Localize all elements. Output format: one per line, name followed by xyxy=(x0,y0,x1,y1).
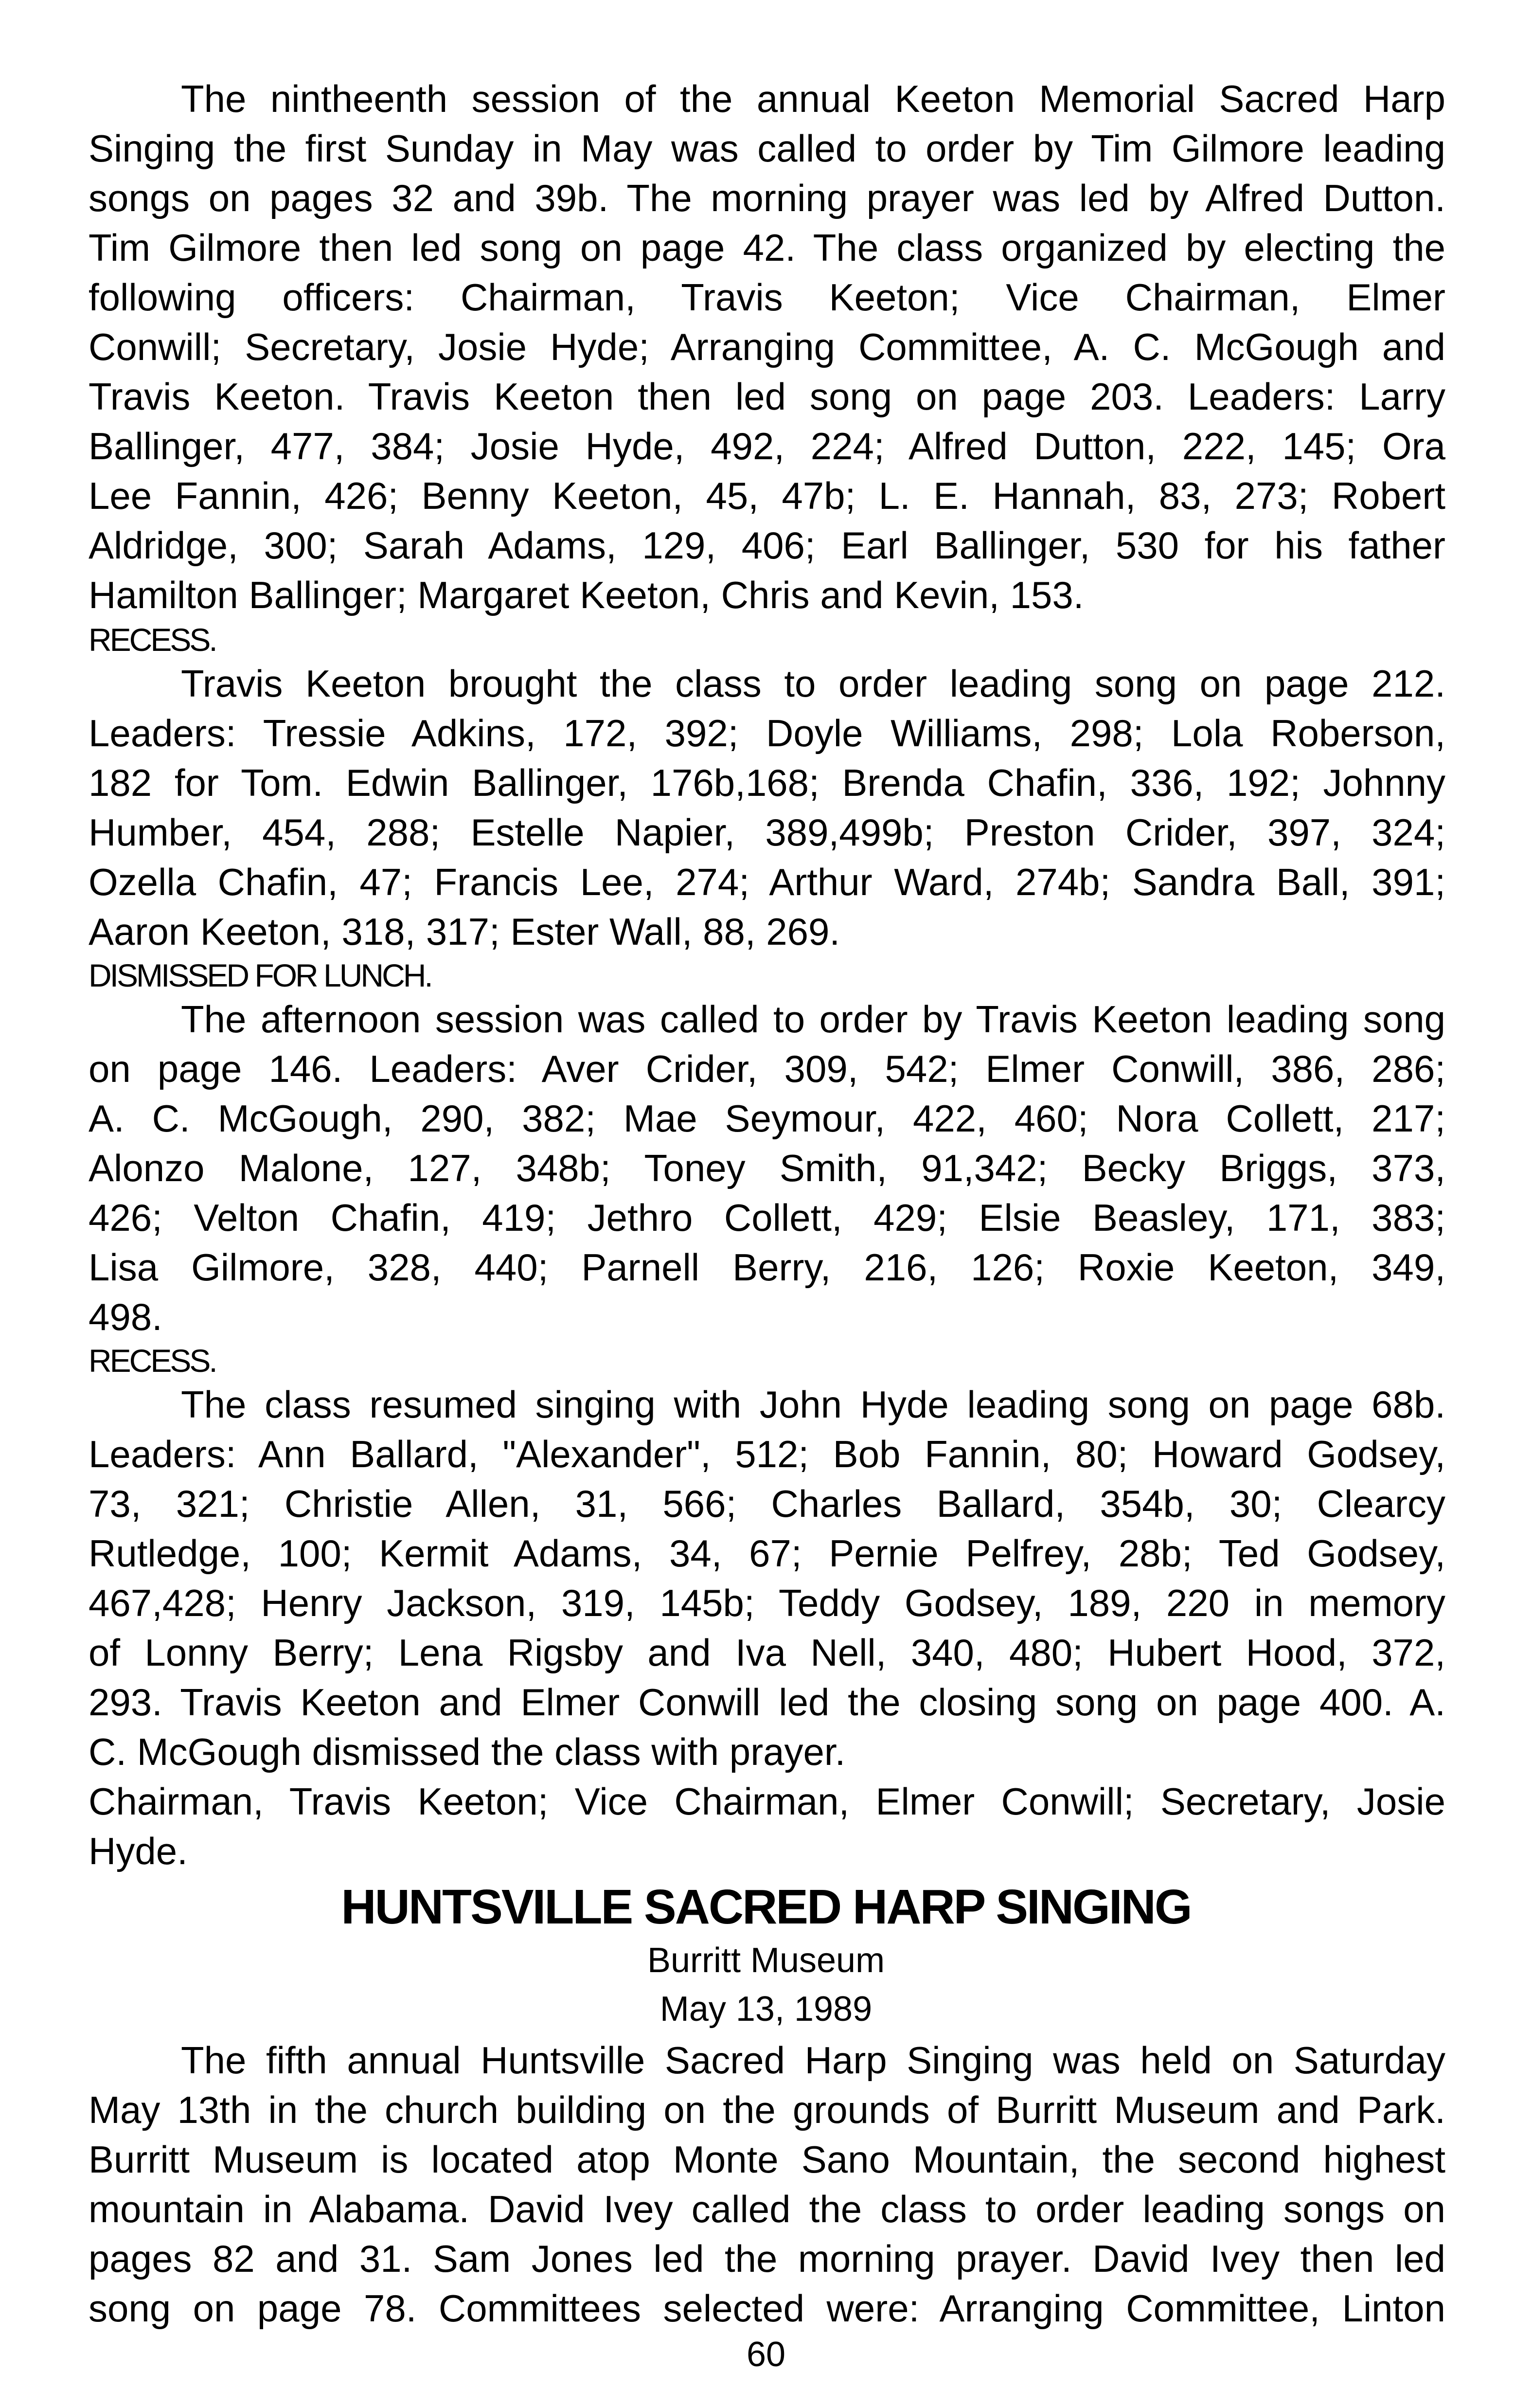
section-heading: HUNTSVILLE SACRED HARP SINGING xyxy=(341,1880,1191,1934)
huntsville-line: Burritt Museum is located atop Monte Sano Mountain, the second highest xyxy=(89,2138,1445,2181)
keeton-line: C. McGough dismissed the class with prayer. xyxy=(89,1730,846,1773)
huntsville-line: pages 82 and 31. Sam Jones led the morning prayer. David Ivey then led xyxy=(89,2237,1445,2280)
keeton-line: 426; Velton Chafin, 419; Jethro Collett, 429; Elsie Beasley, 171, 383; xyxy=(89,1196,1445,1239)
keeton-line: Aldridge, 300; Sarah Adams, 129, 406; Earl Ballinger, 530 for his father xyxy=(89,524,1445,567)
huntsville-line: mountain in Alabama. David Ivey called the class to order leading songs on xyxy=(89,2188,1445,2230)
dismissed-label: DISMISSED FOR LUNCH. xyxy=(89,957,431,993)
keeton-line: Travis Keeton. Travis Keeton then led song on page 203. Leaders: Larry xyxy=(89,375,1445,418)
keeton-line: 467,428; Henry Jackson, 319, 145b; Teddy Godsey, 189, 220 in memory xyxy=(89,1581,1445,1624)
keeton-line: Singing the first Sunday in May was called to order by Tim Gilmore leading xyxy=(89,127,1445,170)
keeton-line: Hamilton Ballinger; Margaret Keeton, Chris and Kevin, 153. xyxy=(89,574,1084,616)
keeton-line: 73, 321; Christie Allen, 31, 566; Charles Ballard, 354b, 30; Clearcy xyxy=(89,1482,1445,1525)
keeton-line: songs on pages 32 and 39b. The morning prayer was led by Alfred Dutton. xyxy=(89,177,1445,219)
keeton-line: Travis Keeton brought the class to order leading song on page 212. xyxy=(181,662,1445,705)
keeton-line: Tim Gilmore then led song on page 42. The class organized by electing the xyxy=(89,226,1445,269)
recess-label: RECESS. xyxy=(89,1343,216,1379)
page-number: 60 xyxy=(746,2335,786,2374)
keeton-line: Humber, 454, 288; Estelle Napier, 389,499b; Preston Crider, 397, 324; xyxy=(89,811,1445,854)
keeton-line: Leaders: Tressie Adkins, 172, 392; Doyle Williams, 298; Lola Roberson, xyxy=(89,712,1445,755)
huntsville-line: song on page 78. Committees selected were: Arranging Committee, Linton xyxy=(89,2287,1445,2330)
keeton-line: Ozella Chafin, 47; Francis Lee, 274; Arthur Ward, 274b; Sandra Ball, 391; xyxy=(89,861,1445,903)
keeton-line: on page 146. Leaders: Aver Crider, 309, 542; Elmer Conwill, 386, 286; xyxy=(89,1047,1445,1090)
keeton-line: Aaron Keeton, 318, 317; Ester Wall, 88, 269. xyxy=(89,910,840,953)
officers-line: Chairman, Travis Keeton; Vice Chairman, Elmer Conwill; Secretary, Josie xyxy=(89,1780,1445,1823)
event-date: May 13, 1989 xyxy=(659,1990,873,2029)
officers-line: Hyde. xyxy=(89,1830,188,1872)
keeton-line: Alonzo Malone, 127, 348b; Toney Smith, 91,342; Becky Briggs, 373, xyxy=(89,1147,1445,1189)
keeton-line: The afternoon session was called to order by Travis Keeton leading song xyxy=(181,998,1445,1041)
keeton-line: Lee Fannin, 426; Benny Keeton, 45, 47b; L. E. Hannah, 83, 273; Robert xyxy=(89,474,1445,517)
keeton-line: 182 for Tom. Edwin Ballinger, 176b,168; Brenda Chafin, 336, 192; Johnny xyxy=(89,761,1445,804)
recess-label: RECESS. xyxy=(89,622,216,658)
keeton-line: Lisa Gilmore, 328, 440; Parnell Berry, 216, 126; Roxie Keeton, 349, xyxy=(89,1246,1445,1289)
keeton-line: of Lonny Berry; Lena Rigsby and Iva Nell, 340, 480; Hubert Hood, 372, xyxy=(89,1631,1445,1674)
keeton-line: Ballinger, 477, 384; Josie Hyde, 492, 224; Alfred Dutton, 222, 145; Ora xyxy=(89,425,1445,467)
keeton-line: A. C. McGough, 290, 382; Mae Seymour, 422, 460; Nora Collett, 217; xyxy=(89,1097,1445,1140)
huntsville-line: The fifth annual Huntsville Sacred Harp Singing was held on Saturday xyxy=(181,2039,1445,2082)
keeton-line: The nintheenth session of the annual Keeton Memorial Sacred Harp xyxy=(181,77,1445,120)
keeton-line: Leaders: Ann Ballard, "Alexander", 512; Bob Fannin, 80; Howard Godsey, xyxy=(89,1433,1445,1475)
keeton-line: 498. xyxy=(89,1295,162,1338)
venue: Burritt Museum xyxy=(647,1941,885,1980)
huntsville-line: May 13th in the church building on the grounds of Burritt Museum and Park. xyxy=(89,2088,1445,2131)
keeton-line: Rutledge, 100; Kermit Adams, 34, 67; Pernie Pelfrey, 28b; Ted Godsey, xyxy=(89,1532,1445,1575)
keeton-line: following officers: Chairman, Travis Keeton; Vice Chairman, Elmer xyxy=(89,276,1445,319)
keeton-line: The class resumed singing with John Hyde leading song on page 68b. xyxy=(181,1383,1445,1426)
keeton-line: 293. Travis Keeton and Elmer Conwill led the closing song on page 400. A. xyxy=(89,1681,1445,1724)
keeton-line: Conwill; Secretary, Josie Hyde; Arranging Committee, A. C. McGough and xyxy=(89,325,1445,368)
